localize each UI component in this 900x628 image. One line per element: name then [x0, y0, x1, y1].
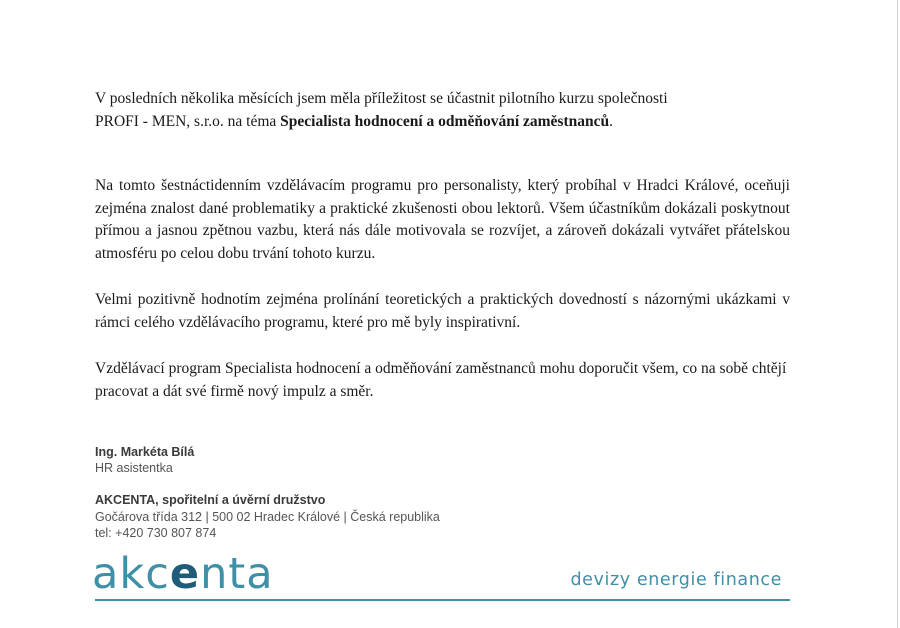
company-phone: tel: +420 730 807 874: [95, 526, 217, 540]
logo-part-3: nta: [200, 549, 274, 599]
company-address: Gočárova třída 312 | 500 02 Hradec Králové | Česká republika: [95, 509, 440, 524]
logo-part-2: e: [169, 549, 201, 599]
intro-period: .: [609, 112, 613, 130]
company-block: [95, 492, 440, 542]
signer-role: HR asistentka: [95, 461, 173, 475]
course-title: Specialista hodnocení a odměňování zaměstnanců: [280, 112, 610, 130]
paragraph-intro: [95, 88, 790, 133]
akcenta-logo: [92, 549, 274, 599]
logo-underline: [95, 599, 790, 601]
logo-tagline: devizy energie finance: [570, 570, 782, 590]
intro-line: V posledních několika měsících jsem měla příležitost se účastnit pilotního kurzu společnosti: [95, 90, 668, 107]
paragraph-evaluation: Velmi pozitivně hodnotím zejména prolínání teoretických a praktických dovedností s názornými ukázkami v rámci celého vzdělávacího programu, které pro mě byly inspirativní.: [95, 291, 790, 331]
signer-name: Ing. Markéta Bílá: [95, 445, 195, 459]
logo-part-1: akc: [92, 549, 170, 599]
intro-text: PROFI - MEN, s.r.o. na téma: [95, 112, 281, 130]
paragraph-program: Na tomto šestnáctidenním vzdělávacím programu pro personalisty, který probíhal v Hradci Králové, oceňuji zejména znalost dané problematiky a praktické zkušenosti obou lektorů. Všem účastníkům dokázali poskytnout přímou a jasnou zpětnou vazbu, která nás dále motivovala se rozvíjet, a zároveň dokázali vytvářet přátelskou atmosféru po celou dobu trvání tohoto kurzu.: [95, 177, 790, 262]
page-edge: [897, 0, 898, 628]
signature-block: [95, 444, 194, 476]
company-name: AKCENTA, spořitelní a úvěrní družstvo: [95, 493, 326, 507]
paragraph-recommendation: Vzdělávací program Specialista hodnocení a odměňování zaměstnanců mohu doporučit všem, co na sobě chtějí pracovat a dát své firmě nový impulz a směr.: [95, 360, 787, 400]
letter-body: [95, 88, 790, 403]
